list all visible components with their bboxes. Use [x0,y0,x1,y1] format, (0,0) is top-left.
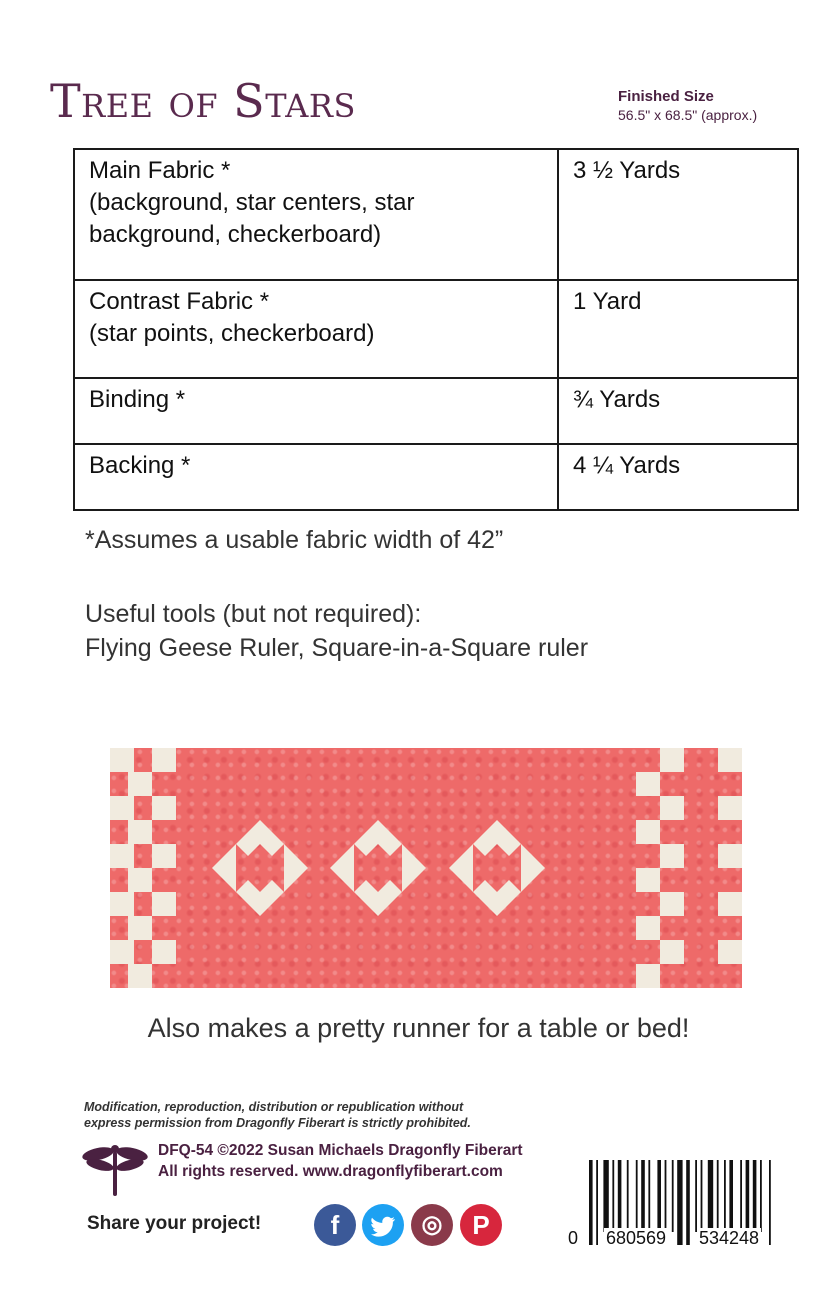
barcode-bar [672,1160,674,1232]
barcode-bar [596,1160,598,1245]
checkerboard-square [718,844,742,868]
star-point [284,868,308,892]
star-point [497,892,521,916]
star-block [330,820,426,916]
barcode-digits-right: 534248 [699,1228,760,1248]
star-point [212,844,236,868]
fabric-requirements-table [73,148,799,511]
star-point [449,868,473,892]
star-point [236,892,260,916]
barcode-bar [740,1160,742,1232]
star-point [354,820,378,844]
checkerboard-square [110,772,134,796]
star-point [402,844,426,868]
checkerboard-square [660,844,684,868]
star-point [378,820,402,844]
star-point [378,892,402,916]
fabric-name: Contrast Fabric * [89,288,270,315]
facebook-icon[interactable]: f [314,1204,356,1246]
copyright-notice [84,1099,471,1131]
star-point [473,844,497,856]
fabric-detail: (background, star centers, star [89,189,415,216]
fabric-description [74,280,558,378]
barcode-bar [677,1160,682,1245]
star-point [260,880,284,892]
dragonfly-logo-icon [80,1140,150,1196]
runner-caption: Also makes a pretty runner for a table or bed! [147,1013,690,1043]
barcode-bar [627,1160,629,1232]
checkerboard-square [636,868,660,892]
barcode-digit-left: 0 [568,1228,579,1248]
finished-size-label: Finished Size [618,88,714,105]
star-point [473,892,497,916]
checkerboard-square [718,772,742,796]
pattern-title: Tree of Stars [50,74,356,128]
checkerboard-square [636,820,660,844]
pinterest-icon[interactable]: P [460,1204,502,1246]
table-runner-quilt-image [110,748,742,988]
fabric-amount: ¾ Yards [558,378,798,444]
star-block [212,820,308,916]
star-point [284,844,308,868]
checkerboard-square [660,748,684,772]
checkerboard-square [718,892,742,916]
star-point [236,820,260,844]
star-point [236,880,260,892]
table-row [74,378,798,444]
barcode-bar [641,1160,645,1232]
barcode-bar [603,1160,608,1232]
barcode-bar [612,1160,614,1232]
barcode-bar [753,1160,757,1232]
twitter-bird-icon [362,1204,404,1246]
checkerboard-square [110,820,134,844]
checkerboard-square [718,796,742,820]
checkerboard-square [110,964,134,988]
checkerboard-square [718,820,742,844]
barcode-bar [729,1160,733,1232]
checkerboard-square [110,796,134,820]
fabric-width-note: *Assumes a usable fabric width of 42” [85,526,504,554]
checkerboard-square [110,916,134,940]
table-row [74,149,798,280]
fabric-amount: 3 ½ Yards [558,149,798,280]
checkerboard-square [152,796,176,820]
star-point [330,844,354,868]
checkerboard-square [718,964,742,988]
fabric-detail: background, checkerboard) [89,221,382,248]
credits-line: DFQ-54 ©2022 Susan Michaels Dragonfly Fiberart [158,1142,523,1159]
barcode-bar [657,1160,661,1232]
fabric-name: Backing * [89,452,191,479]
star-point [521,868,545,892]
checkerboard-square [110,868,134,892]
barcode-bar [618,1160,622,1232]
barcode-bar [724,1160,726,1232]
fabric-name: Binding * [89,386,186,413]
checkerboard-square [636,964,660,988]
star-point [330,868,354,892]
star-point [354,844,378,856]
barcode-bar [589,1160,593,1245]
checkerboard-square [110,748,134,772]
share-label: Share your project! [87,1213,262,1234]
star-point [378,880,402,892]
checkerboard-square [152,844,176,868]
useful-tools [85,597,588,665]
table-row [74,280,798,378]
star-point [212,868,236,892]
checkerboard-square [152,940,176,964]
star-point [354,880,378,892]
legal-line: express permission from Dragonfly Fiberart is strictly prohibited. [84,1116,471,1130]
barcode-bar [648,1160,650,1232]
tools-list: Flying Geese Ruler, Square-in-a-Square ruler [85,634,589,662]
barcode-bar [665,1160,667,1232]
star-point [473,820,497,844]
checkerboard-square [636,772,660,796]
checkerboard-square [660,892,684,916]
checkerboard-square [110,940,134,964]
star-point [354,892,378,916]
checkerboard-square [110,844,134,868]
website-link[interactable]: All rights reserved. www.dragonflyfiberart.com [158,1163,503,1180]
checkerboard-square [660,940,684,964]
star-point [260,820,284,844]
checkerboard-square [718,868,742,892]
checkerboard-square [152,892,176,916]
finished-size-value: 56.5" x 68.5" (approx.) [618,107,758,123]
star-point [497,820,521,844]
fabric-amount: 4 ¼ Yards [558,444,798,510]
star-point [378,844,402,856]
barcode-bar [701,1160,703,1232]
tools-heading: Useful tools (but not required): [85,600,422,628]
star-point [236,844,260,856]
instagram-icon[interactable]: ◎ [411,1204,453,1246]
barcode-bar [769,1160,771,1245]
star-point [449,844,473,868]
star-point [402,868,426,892]
star-point [260,892,284,916]
star-point [521,844,545,868]
fabric-name: Main Fabric * [89,157,231,184]
barcode-bar [760,1160,762,1232]
fabric-detail: (star points, checkerboard) [89,320,375,347]
barcode-bar [708,1160,713,1232]
fabric-description [74,444,558,510]
pattern-credits [158,1140,523,1182]
fabric-amount: 1 Yard [558,280,798,378]
barcode-bar [717,1160,719,1232]
barcode-bar [695,1160,697,1232]
barcode-digits-middle: 680569 [606,1228,667,1248]
barcode-bar [746,1160,750,1232]
checkerboard-square [636,916,660,940]
checkerboard-square [110,892,134,916]
fabric-description [74,378,558,444]
star-point [260,844,284,856]
checkerboard-square [718,916,742,940]
star-point [497,844,521,856]
checkerboard-square [152,748,176,772]
checkerboard-square [718,940,742,964]
finished-size [618,88,757,123]
checkerboard-square [718,748,742,772]
fabric-description [74,149,558,280]
barcode-bar [686,1160,690,1245]
star-point [497,880,521,892]
star-block [449,820,545,916]
twitter-icon[interactable] [362,1204,404,1246]
star-point [473,880,497,892]
table-row [74,444,798,510]
legal-line: Modification, reproduction, distribution or republication without [84,1100,464,1114]
barcode-bar [636,1160,638,1232]
checkerboard-square [660,796,684,820]
